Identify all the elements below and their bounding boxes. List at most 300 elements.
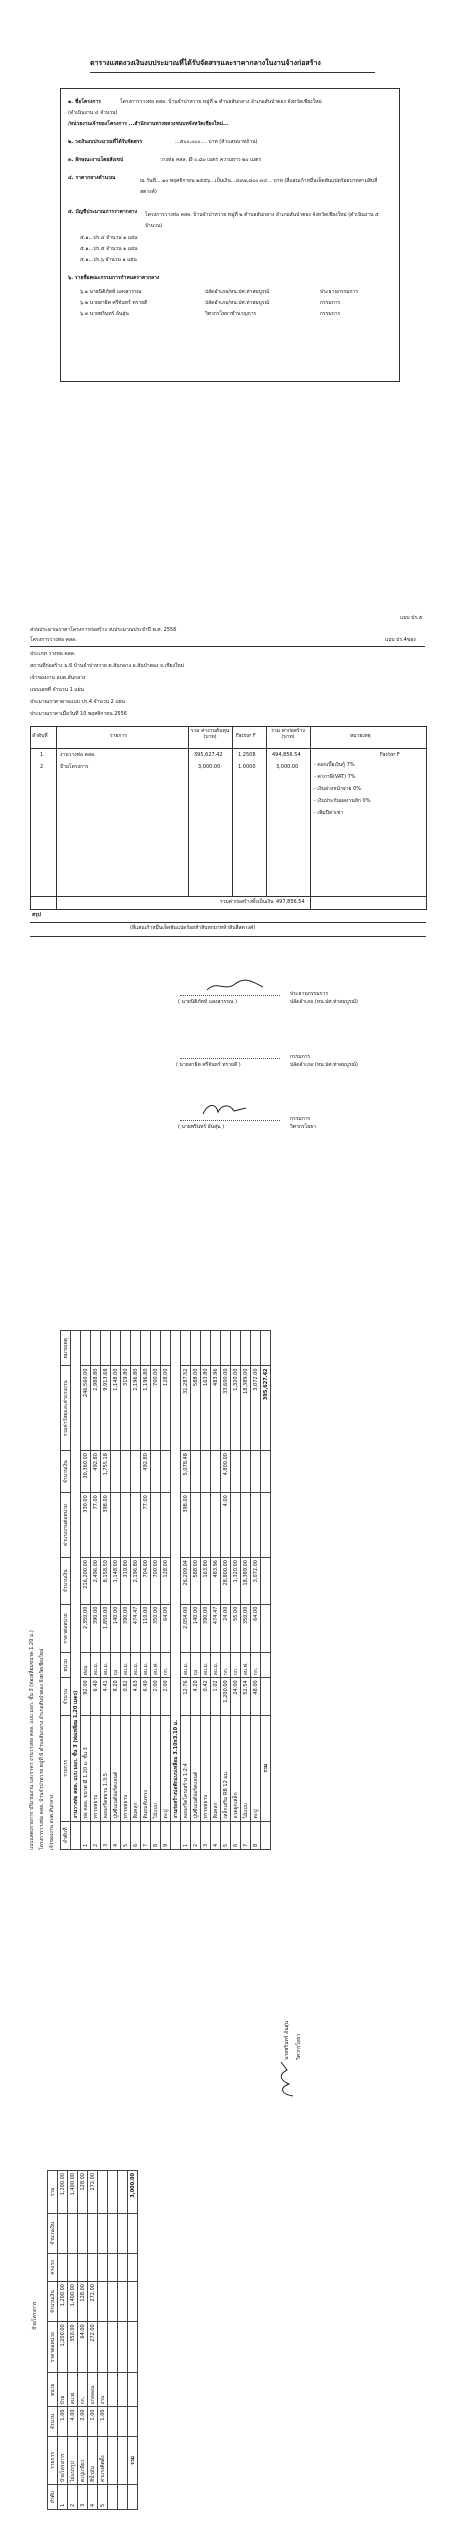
- cell: 24.00: [231, 1678, 241, 1716]
- cell: ทรายหยาบ: [91, 1716, 101, 1822]
- col-rule-3: [232, 726, 233, 896]
- cell: [241, 1451, 251, 1493]
- remark-1: Factor F: [380, 752, 400, 758]
- header-title: ส่วนประมาณราคาโครงการก่อสร้าง งบประมาณประจำปี พ.ศ. 2556: [30, 627, 177, 633]
- cell: ป้ายโครงการ: [58, 2436, 68, 2484]
- table-row: [68, 2171, 78, 2510]
- cell: 2,988.80: [91, 1366, 101, 1451]
- committee-2: ๖.๒ นายสาธิต ศรีจันทร์ ทรายดี: [80, 300, 148, 306]
- table-row: [111, 1331, 121, 1850]
- remark-5: - เงินประกันผลงานหัก 0%: [314, 798, 371, 804]
- cell: 4: [211, 1821, 221, 1849]
- cell: เหล็กเสริม RB 12 มม.: [221, 1716, 231, 1822]
- bq-col-remark: หมายเหตุ: [61, 1331, 71, 1366]
- cell: [251, 1451, 261, 1493]
- remark-4: - เงินล่วงหน้าจ่าย 0%: [314, 786, 361, 792]
- table-row: [78, 2171, 88, 2510]
- cell: [221, 1331, 231, 1366]
- sign-2-org: ปลัดอำเภอ (หน.ปศ.ท่าสมบูรณ์): [290, 1062, 358, 1068]
- item-6-label: ๖. รายชื่อคณะกรรมการกำหนดราคากลาง: [68, 275, 160, 281]
- table-row: [201, 1331, 211, 1850]
- cell: [68, 2253, 78, 2281]
- cell: ไม้แบบ: [151, 1716, 161, 1822]
- form-id: แบบ ปร.๕: [400, 615, 423, 621]
- cell: ลบ.ม.: [211, 1653, 221, 1678]
- header-rule: [30, 646, 425, 647]
- sign-line-2: [180, 1058, 280, 1059]
- cell: [241, 1331, 251, 1366]
- item-3-text: วางท่อ คสล. Ø ๐.๘๐ เมตร ความยาว ๒๐ เมตร: [160, 157, 262, 163]
- cell: 33,600.00: [221, 1366, 231, 1451]
- cell: 48.00: [251, 1678, 261, 1716]
- cell: 0.42: [201, 1678, 211, 1716]
- cell: [201, 1451, 211, 1493]
- cell: 9,913.68: [101, 1366, 111, 1451]
- signature-mark-3: [200, 1100, 250, 1122]
- cell: 2.00: [78, 2407, 88, 2436]
- cell: 330.00: [81, 1493, 91, 1558]
- cell: 1,196.80: [141, 1366, 151, 1451]
- cell: [58, 2213, 68, 2253]
- table-row: [231, 1331, 241, 1850]
- cell: [201, 1493, 211, 1558]
- cell: 2: [91, 1821, 101, 1849]
- cell: 5,078.48: [181, 1451, 191, 1493]
- table-row: [121, 1331, 131, 1850]
- cell: 5: [98, 2485, 108, 2510]
- cell: ลบ.ม.: [181, 1653, 191, 1678]
- cell: 390.00: [121, 1604, 131, 1653]
- cell: หินคลุก: [131, 1716, 141, 1822]
- committee-3: ๖.๓ นายพรินทร์ อันสุ่น: [80, 311, 129, 317]
- table-row: [211, 1331, 221, 1850]
- committee-1-role: ประธานกรรมการ: [320, 289, 359, 295]
- cell: 3: [101, 1821, 111, 1849]
- cell: 2,196.80: [131, 1366, 141, 1451]
- cell: 2: [191, 1821, 201, 1849]
- cell: 1,850.00: [101, 1604, 111, 1653]
- cell: [251, 1493, 261, 1558]
- cell: ลบ.ม.: [121, 1653, 131, 1678]
- cell: คอนกรีตหยาบ 1:3:5: [101, 1716, 111, 1822]
- cell: 24.00: [221, 1604, 231, 1653]
- cell: 3,072.00: [251, 1558, 261, 1605]
- table-row: [91, 1331, 101, 1850]
- cell: 700.00: [151, 1366, 161, 1451]
- cell: 6.40: [141, 1678, 151, 1716]
- cell: กก.: [161, 1653, 171, 1678]
- item-3-label: ๓. ลักษณะงานโดยสังเขป: [68, 157, 124, 163]
- sign-total-label: รวม: [128, 2436, 138, 2484]
- cell: 4.20: [191, 1678, 201, 1716]
- remark-3: - ค่าภาษี(VAT) 7%: [314, 774, 356, 780]
- sign-2-name: ( นายสาธิต ศรีจันทร์ ทรายดี ): [176, 1062, 241, 1068]
- cell: ถุง: [111, 1653, 121, 1678]
- cell: 2,054.00: [181, 1604, 191, 1653]
- cell: 2: [68, 2485, 78, 2510]
- row-2-item: ป้ายโครงการ: [60, 764, 89, 770]
- row-2-factor: 1.0000: [238, 764, 256, 770]
- cell: ปูนซีเมนต์ปอร์ตแลนด์: [191, 1716, 201, 1822]
- cell: 704.00: [141, 1558, 151, 1605]
- remark-2: - ดอกเบี้ยเงินกู้ 7%: [314, 762, 355, 768]
- cell: 2.00: [161, 1678, 171, 1716]
- committee-3-role: กรรมการ: [320, 311, 341, 317]
- summary-rule: [30, 922, 426, 923]
- cell: 1: [58, 2485, 68, 2510]
- code-right: แบบ ปร.4ของ: [385, 637, 416, 643]
- item-1-text-2: (ดำเนินงาน ๔ จำนวน): [68, 110, 118, 116]
- sign-table-title: ป้ายโครงการ: [32, 2301, 38, 2330]
- sub-item-2: ๕.๑...ปร.๕ จำนวน ๑ แผ่น: [80, 246, 138, 252]
- cell: [78, 2213, 88, 2253]
- col-remark: หมายเหตุ: [350, 733, 371, 739]
- cell: [88, 2253, 98, 2281]
- cell: [231, 1493, 241, 1558]
- sign-col-mat-amount: จำนวนเงิน: [48, 2282, 58, 2322]
- cell: [91, 1331, 101, 1366]
- sign-3-name: ( นายพรินทร์ อันสุ่น ): [178, 1124, 225, 1130]
- cell: 18,389.00: [241, 1366, 251, 1451]
- table-row: [251, 1331, 261, 1850]
- cell: ลบ.ฟ.: [68, 2373, 78, 2407]
- bq-section-2: [171, 1331, 181, 1850]
- cell: 128.00: [78, 2282, 88, 2322]
- sign-total-row: [128, 2171, 138, 2510]
- page-2-form-pr5: [0, 600, 450, 1200]
- cell: [241, 1493, 251, 1558]
- table-row: [108, 2171, 118, 2510]
- sign-col-total: รวม: [48, 2171, 58, 2214]
- table-row: [81, 1331, 91, 1850]
- cell: [68, 2213, 78, 2253]
- row-2-total: 3,000.00: [276, 764, 299, 770]
- sign-3-org: วิศวกรโยธา: [290, 1124, 316, 1130]
- cell: 8.20: [111, 1678, 121, 1716]
- cell: [101, 1331, 111, 1366]
- cell: [151, 1331, 161, 1366]
- sign-header-row: [48, 2171, 58, 2510]
- col-rule-2: [188, 726, 189, 896]
- project-name: โครงการวางท่อ คสล.: [30, 637, 77, 643]
- row-1-factor: 1.2508: [238, 752, 256, 758]
- cell: 3: [201, 1821, 211, 1849]
- cell: 246,560.00: [81, 1366, 91, 1451]
- cell: [141, 1331, 151, 1366]
- cell: [161, 1451, 171, 1493]
- info-line-2: สถานที่ก่อสร้าง ม.6 บ้านจำปาหวาย ต.สันกลาง อ.สันป่าตอง จ.เชียงใหม่: [30, 663, 184, 669]
- cell: 492.80: [91, 1451, 101, 1493]
- sum-label: รวมค่าก่อสร้างทั้งเป็นเงิน: [220, 899, 274, 905]
- cell: 474.47: [131, 1604, 141, 1653]
- remark-6: - เพิ่มปีค่าเช่า: [314, 810, 343, 816]
- bq-col-lab-amount: จำนวนเงิน: [61, 1451, 71, 1493]
- cell: 483.96: [211, 1366, 221, 1451]
- sign-table: [47, 2170, 138, 2510]
- cell: 3,072.00: [251, 1366, 261, 1451]
- cell: 700.00: [151, 1558, 161, 1605]
- cell: ลบ.ฟ.: [151, 1653, 161, 1678]
- cell: คอนกรีตโครงสร้าง 1:2:4: [181, 1716, 191, 1822]
- table-row: [151, 1331, 161, 1850]
- cell: กก.: [221, 1653, 231, 1678]
- cell: 350.00: [241, 1604, 251, 1653]
- cell: 1,400.00: [68, 2171, 78, 2214]
- cell: 398.00: [181, 1493, 191, 1558]
- cell: 7: [141, 1821, 151, 1849]
- bq-col-item: รายการ: [61, 1716, 71, 1822]
- bq-section-2-label: งานก่อสร้างบ่อพักแบบเหลี่ยม 3.10x3.10 ม.: [171, 1331, 181, 1822]
- info-line-3: เจ้าของงาน อบต.สันกลาง: [30, 675, 86, 681]
- cell: 8: [151, 1821, 161, 1849]
- cell: ทรายหยาบ: [121, 1716, 131, 1822]
- cell: ลบ.ฟ.: [241, 1653, 251, 1678]
- cell: 319.80: [121, 1366, 131, 1451]
- row-1-no: 1: [40, 752, 44, 758]
- cell: ลบ.ม.: [101, 1653, 111, 1678]
- cell: [98, 2171, 108, 2214]
- cell: ท่อน: [81, 1653, 91, 1678]
- info-line-4: แบบเลขที่ จำนวน 1 แผ่น: [30, 687, 84, 693]
- cell: 92.00: [81, 1678, 91, 1716]
- cell: 77.00: [141, 1493, 151, 1558]
- sign-col-item: รายการ: [48, 2436, 58, 2484]
- cell: [81, 1331, 91, 1366]
- cell: ลบ.ม.: [141, 1653, 151, 1678]
- cell: 64.00: [251, 1604, 261, 1653]
- cell: 4,800.00: [221, 1451, 231, 1493]
- cell: [231, 1331, 241, 1366]
- cell: [191, 1451, 201, 1493]
- cell: 474.47: [211, 1604, 221, 1653]
- cell: ปูนซีเมนต์ปอร์ตแลนด์: [111, 1716, 121, 1822]
- item-2-text: ...๕๐๐,๐๐๐.... บาท (ห้าแสนบาทถ้วน): [175, 139, 258, 145]
- cell: 128.00: [161, 1558, 171, 1605]
- cell: สีน้ำมัน: [88, 2436, 98, 2484]
- cell: [231, 1451, 241, 1493]
- cell: 390.00: [201, 1604, 211, 1653]
- cell: 110.00: [141, 1604, 151, 1653]
- cell: ป้าย: [58, 2373, 68, 2407]
- cell: ดินถมคันทาง: [141, 1716, 151, 1822]
- sign-col-lab-price: ค่าแรง: [48, 2253, 58, 2281]
- cell: 588.00: [191, 1366, 201, 1451]
- cell: [121, 1331, 131, 1366]
- cell: 4: [88, 2485, 98, 2510]
- cell: 26,209.04: [181, 1558, 191, 1605]
- cell: [111, 1331, 121, 1366]
- cell: 128.00: [161, 1366, 171, 1451]
- cell: ถุง: [191, 1653, 201, 1678]
- cell: [121, 1451, 131, 1493]
- table-row: [118, 2171, 128, 2510]
- info-line-1: ประเภท วางท่อ คสล.: [30, 651, 76, 657]
- cell: ลบ.ม.: [201, 1653, 211, 1678]
- cell: 52.54: [241, 1678, 251, 1716]
- cell: 4.00: [68, 2407, 78, 2436]
- cell: 8: [251, 1821, 261, 1849]
- cell: ลบ.ม.: [131, 1653, 141, 1678]
- page-3-rotated: [20, 1310, 440, 1890]
- cell: 64.00: [78, 2322, 88, 2373]
- cell: 350.00: [68, 2322, 78, 2373]
- col-cost: รวม ค่างานต้นทุน (บาท): [190, 728, 230, 740]
- bq-section-1-label: งานวางท่อ คสล. แบบ มอก. ชั้น 3 (ท่อเหลี่ยม 1.20 เมตร): [71, 1331, 81, 1822]
- page-3-bill-of-quantities: [0, 1290, 450, 1910]
- bq-section-1: [71, 1331, 81, 1850]
- cell: 1,200.00: [58, 2282, 68, 2322]
- cell: 140.00: [111, 1604, 121, 1653]
- item-1-label: ๑. ชื่อโครงการ: [68, 99, 101, 105]
- cell: [151, 1451, 161, 1493]
- cell: กก.: [78, 2373, 88, 2407]
- table-row: [141, 1331, 151, 1850]
- bq-col-lab-price: ค่าแรงงานต่อหน่วย: [61, 1493, 71, 1558]
- cell: [121, 1493, 131, 1558]
- committee-1: ๖.๑ นายนิติภัทท์ แสงสุวรรณ: [80, 289, 142, 295]
- col-item: รายการ: [110, 733, 127, 739]
- cell: 492.80: [141, 1451, 151, 1493]
- cell: [191, 1493, 201, 1558]
- cell: [131, 1331, 141, 1366]
- bq-table: [60, 1330, 271, 1850]
- cell: [131, 1493, 141, 1558]
- col-no: ลำดับที่: [32, 733, 48, 739]
- cell: ทรายหยาบ: [201, 1716, 211, 1822]
- cell: 163.80: [201, 1366, 211, 1451]
- cell: 398.00: [101, 1493, 111, 1558]
- cell: 272.00: [88, 2282, 98, 2322]
- cell: 1,320.00: [231, 1558, 241, 1605]
- cell: [98, 2213, 108, 2253]
- col-rule-1: [56, 726, 57, 909]
- committee-2-position: ปลัดอำเภอ/หน.ปศ.ท่าสมบูรณ์: [205, 300, 270, 306]
- table-row: [191, 1331, 201, 1850]
- sign-col-unit: หน่วย: [48, 2373, 58, 2407]
- bq-col-unit: หน่วย: [61, 1653, 71, 1678]
- cost-table-header-rule: [30, 748, 426, 749]
- cell: [211, 1331, 221, 1366]
- cell: 319.80: [121, 1558, 131, 1605]
- cell: 0.82: [121, 1678, 131, 1716]
- cell: 1,400.00: [68, 2282, 78, 2322]
- page-title: ตารางแสดงวงเงินงบประมาณที่ได้รับจัดสรรและราคากลางในงานจ้างก่อสร้าง: [90, 59, 321, 67]
- sub-item-1: ๕.๑...ปร.๔ จำนวน ๑ แผ่น: [80, 235, 138, 241]
- signature-mark-4: [275, 2060, 301, 2100]
- sign-col-lab-amount: จำนวนเงิน: [48, 2213, 58, 2253]
- cell: 163.80: [201, 1558, 211, 1605]
- row-1-item: งานวางท่อ คสล.: [60, 752, 96, 758]
- cell: 1.02: [211, 1678, 221, 1716]
- bq-total-value: 395,627.42: [261, 1366, 271, 1451]
- sum-value: 497,856.54: [276, 899, 305, 905]
- cell: 350.00: [151, 1604, 161, 1653]
- sign-col-mat-price: ราคาต่อหน่วย: [48, 2322, 58, 2373]
- cell: [58, 2253, 68, 2281]
- cell: กก.: [231, 1653, 241, 1678]
- bq-col-qty: จำนวน: [61, 1678, 71, 1716]
- bq-col-no: ลำดับที่: [61, 1821, 71, 1849]
- item-1-text: โครงการวางท่อ คสล. บ้านจำปาหวาย หมู่ที่ ๒ ตำบลสันกลาง อำเภอสันป่าตอง จังหวัดเชียงใหม่: [120, 99, 322, 105]
- cell: 4.63: [131, 1678, 141, 1716]
- cell: [201, 1331, 211, 1366]
- cell: หินคลุก: [211, 1716, 221, 1822]
- table-row: [181, 1331, 191, 1850]
- info-line-6: ประมาณราคาเมื่อวันที่ 10 พฤศจิกายน 2556: [30, 711, 127, 717]
- cell: 1,148.00: [111, 1558, 121, 1605]
- bq-header-row: [61, 1331, 71, 1850]
- committee-2-role: กรรมการ: [320, 300, 341, 306]
- cell: [98, 2322, 108, 2373]
- cell: 1,148.00: [111, 1366, 121, 1451]
- bq-title-3: เจ้าของงาน อบต.สันกลาง: [49, 1794, 55, 1850]
- committee-1-position: ปลัดอำเภอ/หน.ปศ.ท่าสมบูรณ์: [205, 289, 270, 295]
- cell: ท่อ คสล. ขนาด Ø 1.20 ม. ชั้น 3: [81, 1716, 91, 1822]
- summary-text: (สี่แสนเก้าหมื่นเจ็ดพันแปดร้อยห้าสิบหกบาทห้าสิบสี่สตางค์): [130, 925, 256, 931]
- sign-1-name: ( นายนิติภัทท์ แสงสุวรรณ ): [178, 999, 237, 1005]
- committee-3-position: วิศวกรโยธาชำนาญการ: [205, 311, 257, 317]
- table-row: [131, 1331, 141, 1850]
- sign-col-qty: จำนวน: [48, 2407, 58, 2436]
- cell: 1.00: [88, 2407, 98, 2436]
- item-4-label: ๔. ราคากลางคำนวณ: [68, 175, 116, 181]
- cell: 1,200.00: [221, 1678, 231, 1716]
- table-row: [221, 1331, 231, 1850]
- cell: 1,320.00: [231, 1366, 241, 1451]
- cell: แกลลอน: [88, 2373, 98, 2407]
- cell: 128.00: [78, 2171, 88, 2214]
- bq-col-total: รวมค่าวัสดุและค่าแรงงาน: [61, 1366, 71, 1451]
- cell: [161, 1493, 171, 1558]
- bq-col-mat-amount: จำนวนเงิน: [61, 1558, 71, 1605]
- col-total: รวม ค่าก่อสร้าง (บาท): [271, 728, 305, 740]
- table-row: [101, 1331, 111, 1850]
- cell: 1.00: [98, 2407, 108, 2436]
- cell: [161, 1331, 171, 1366]
- cell: 140.00: [191, 1604, 201, 1653]
- cell: 2,496.00: [91, 1558, 101, 1605]
- cell: ลวดผูกเหล็ก: [231, 1716, 241, 1822]
- cell: 12.76: [181, 1678, 191, 1716]
- sign-col-no: ลำดับ: [48, 2485, 58, 2510]
- cell: 30,360.00: [81, 1451, 91, 1493]
- cell: [98, 2253, 108, 2281]
- item-4-text: ณ วันที่....๑๐ พฤศจิกายน ๒๕๕๖...เป็นเงิน...๔๙๗,๘๐๐.๓๔... บาท (สี่แสนเก้าหมื่นเจ็ดพันแปดร้อยบาทสามสิบสี่สตางค์): [140, 178, 378, 195]
- cell: [98, 2282, 108, 2322]
- summary-rule-bottom: [30, 936, 426, 937]
- signature-mark-1: [205, 978, 265, 998]
- table-row: [98, 2171, 108, 2510]
- cell: [131, 1451, 141, 1493]
- cell: ไม้แบบ: [241, 1716, 251, 1822]
- page-1-summary: [0, 0, 450, 430]
- cell: [88, 2213, 98, 2253]
- cell: 5: [121, 1821, 131, 1849]
- cell: 1,200.00: [58, 2171, 68, 2214]
- cell: 4: [111, 1821, 121, 1849]
- info-line-5: ประมาณราคาตามแบบ ปร.4 จำนวน 2 แผ่น: [30, 699, 125, 705]
- row-2-no: 2: [40, 764, 44, 770]
- sum-row-rule: [30, 896, 426, 897]
- cell: 1: [81, 1821, 91, 1849]
- cell: 7: [241, 1821, 251, 1849]
- cell: 272.00: [88, 2171, 98, 2214]
- cell: [111, 1493, 121, 1558]
- sub-item-3: ๕.๑...ปร.๖ จำนวน ๑ แผ่น: [80, 257, 137, 263]
- sign-total-value: 3,000.00: [128, 2171, 138, 2214]
- cell: 31,287.52: [181, 1366, 191, 1451]
- cell: ตะปู: [161, 1716, 171, 1822]
